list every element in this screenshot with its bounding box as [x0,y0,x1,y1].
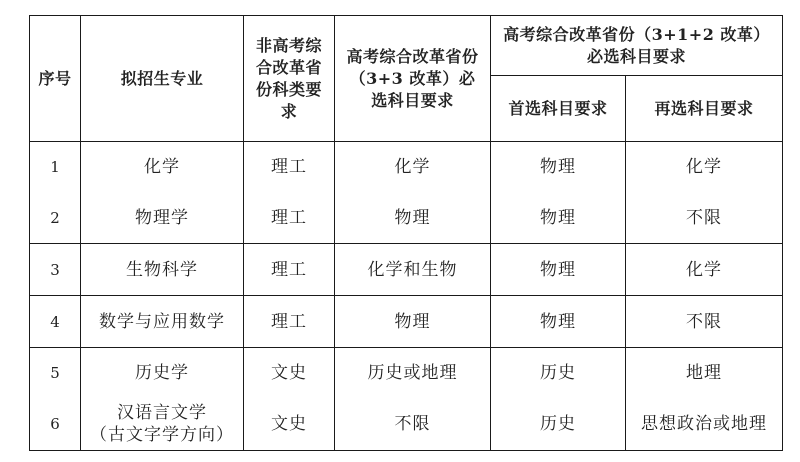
cell-second-choice: 化学 [626,142,783,193]
cell-category: 理工 [244,142,335,193]
cell-req-3-3: 历史或地理 [335,348,491,398]
header-seq: 序号 [30,16,81,142]
table-row [30,296,783,348]
table-row [30,398,783,451]
cell-second-choice: 不限 [626,296,783,348]
header-first-choice: 首选科目要求 [491,76,626,142]
header-second-choice: 再选科目要求 [626,76,783,142]
cell-second-choice: 思想政治或地理 [626,398,783,451]
cell-major: 生物科学 [81,244,244,296]
header-reform-3-1-2: 高考综合改革省份（3+1+2 改革）必选科目要求 [491,16,783,76]
cell-category: 文史 [244,348,335,398]
cell-category: 理工 [244,244,335,296]
cell-req-3-3: 物理 [335,193,491,244]
cell-seq: 4 [30,296,81,348]
table-row [30,348,783,398]
cell-category: 理工 [244,193,335,244]
cell-major: 数学与应用数学 [81,296,244,348]
header-non-reform-category: 非高考综合改革省份科类要求 [244,16,335,142]
cell-major: 物理学 [81,193,244,244]
header-major: 拟招生专业 [81,16,244,142]
cell-first-choice: 历史 [491,398,626,451]
cell-seq: 6 [30,398,81,451]
cell-major: 化学 [81,142,244,193]
cell-category: 理工 [244,296,335,348]
cell-category: 文史 [244,398,335,451]
cell-first-choice: 物理 [491,142,626,193]
cell-second-choice: 化学 [626,244,783,296]
header-row-1 [30,16,783,76]
cell-first-choice: 历史 [491,348,626,398]
cell-second-choice: 地理 [626,348,783,398]
cell-major-line-2: （古文字学方向） [90,424,234,445]
cell-seq: 3 [30,244,81,296]
cell-req-3-3: 不限 [335,398,491,451]
cell-seq: 2 [30,193,81,244]
cell-first-choice: 物理 [491,193,626,244]
cell-second-choice: 不限 [626,193,783,244]
table-row [30,244,783,296]
cell-seq: 5 [30,348,81,398]
cell-first-choice: 物理 [491,244,626,296]
cell-major-line-1: 汉语言文学 [117,402,207,423]
cell-first-choice: 物理 [491,296,626,348]
header-reform-3-3: 高考综合改革省份（3+3 改革）必选科目要求 [335,16,491,142]
cell-seq: 1 [30,142,81,193]
table-row [30,193,783,244]
cell-major [81,398,244,451]
cell-req-3-3: 化学 [335,142,491,193]
table-row [30,142,783,193]
cell-req-3-3: 化学和生物 [335,244,491,296]
cell-req-3-3: 物理 [335,296,491,348]
subject-requirements-table [29,15,783,451]
cell-major: 历史学 [81,348,244,398]
